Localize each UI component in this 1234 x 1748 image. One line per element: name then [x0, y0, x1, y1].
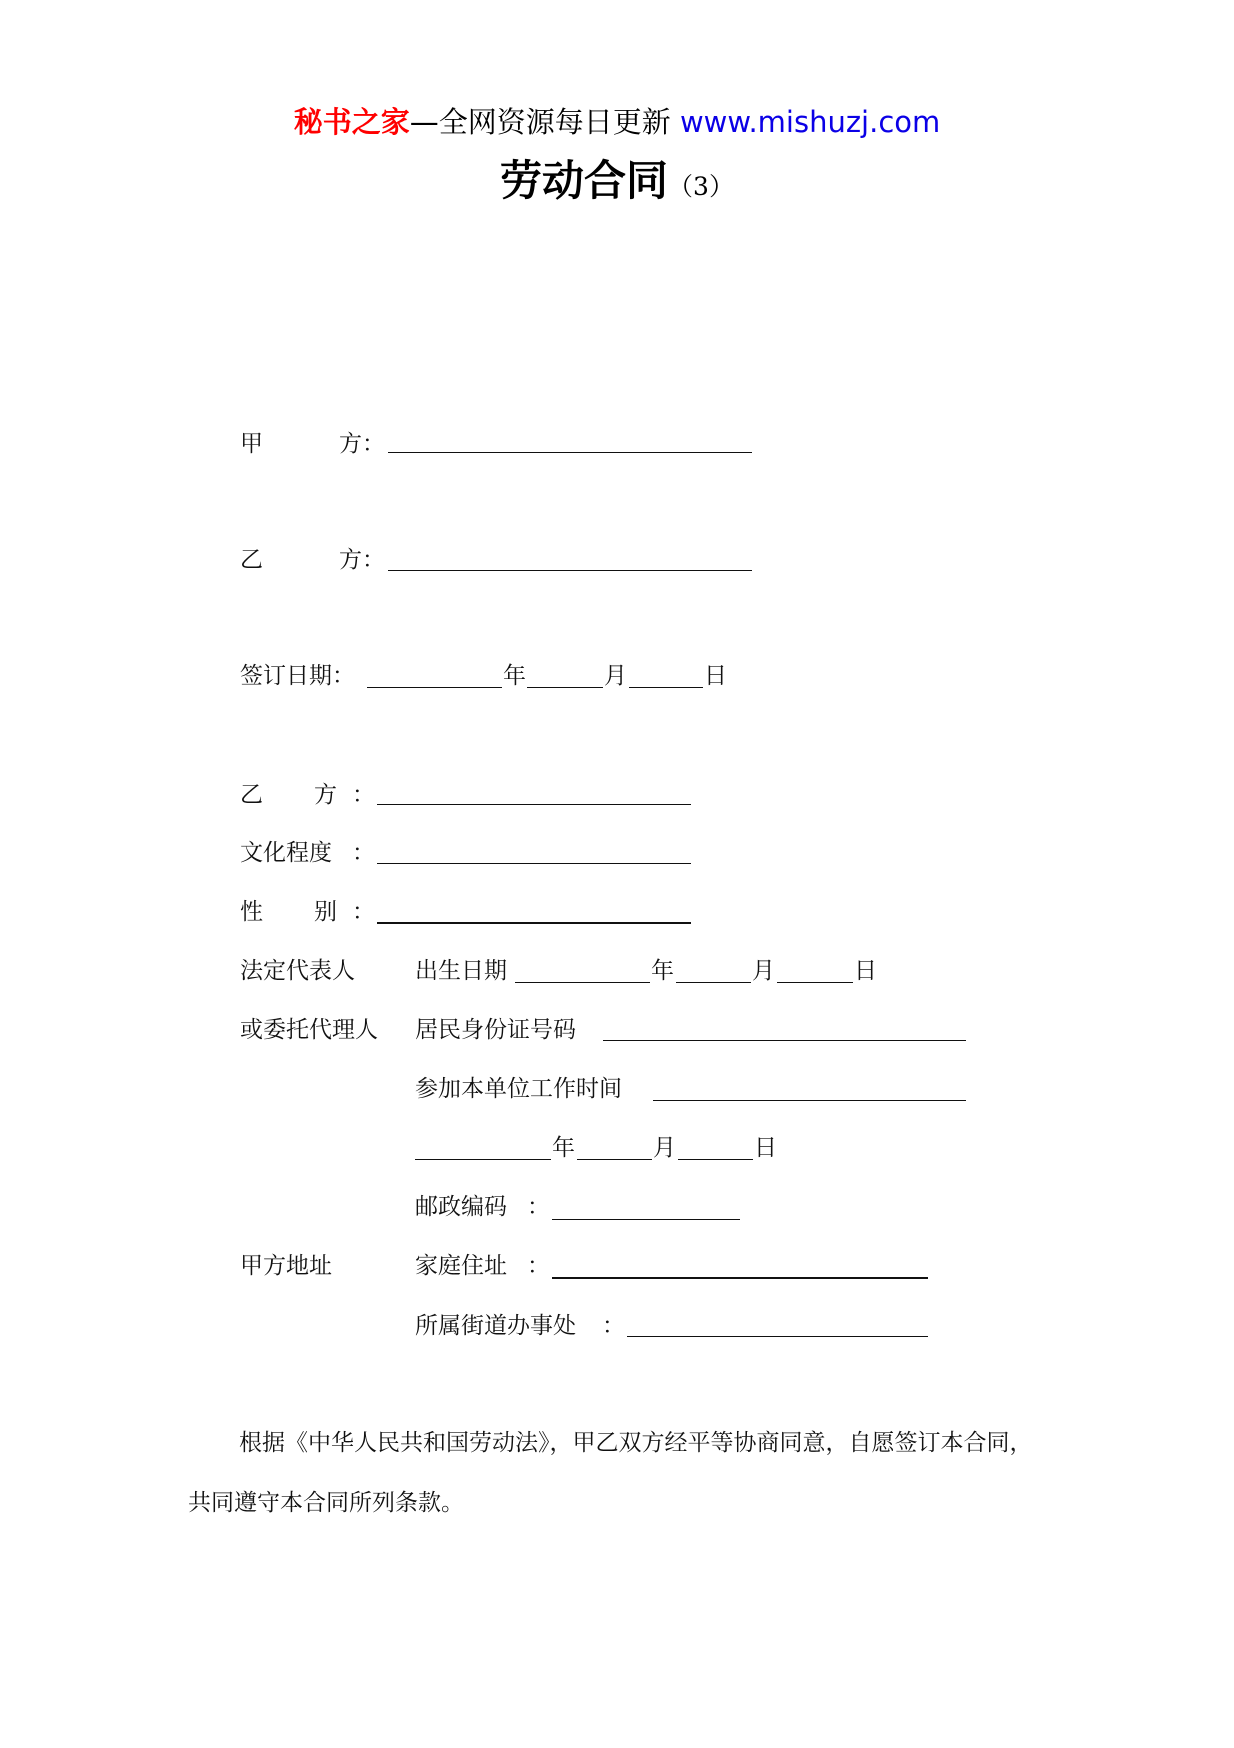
party-a-label-2: 方： — [339, 431, 385, 457]
title-main: 劳动合同 — [500, 156, 669, 205]
site-banner — [0, 102, 1234, 142]
sign-date-label: 签订日期： — [240, 663, 355, 689]
join-day-unit: 日 — [754, 1135, 777, 1161]
brand-name: 秘书之家 — [293, 105, 410, 139]
sign-year-unit: 年 — [503, 663, 526, 689]
party-a-address-label: 甲方地址 — [240, 1253, 332, 1279]
colon: ： — [602, 1313, 625, 1339]
party-b-label-1: 乙 — [240, 547, 263, 573]
gender-label-1: 性 — [240, 899, 263, 925]
education-field[interactable] — [377, 863, 691, 864]
join-time-field[interactable] — [653, 1100, 966, 1101]
education-label: 文化程度 — [240, 840, 332, 866]
id-number-label: 居民身份证号码 — [415, 1017, 576, 1043]
home-address-label: 家庭住址 — [415, 1253, 507, 1279]
home-address-field[interactable] — [552, 1277, 928, 1279]
party-b-label-2: 方： — [339, 547, 385, 573]
document-title — [0, 154, 1234, 217]
party-a-label-1: 甲 — [240, 431, 263, 457]
postal-code-field[interactable] — [552, 1219, 740, 1220]
sign-year-field[interactable] — [367, 687, 502, 688]
join-month-unit: 月 — [653, 1135, 676, 1161]
gender-field[interactable] — [377, 922, 691, 924]
postal-code-label: 邮政编码 — [415, 1194, 507, 1220]
colon: ： — [527, 1194, 550, 1220]
form-party-b-field[interactable] — [377, 804, 691, 805]
join-year-field[interactable] — [415, 1159, 551, 1160]
colon: ： — [527, 1253, 550, 1279]
colon: ： — [352, 782, 375, 808]
birth-month-field[interactable] — [676, 982, 751, 983]
site-url[interactable]: www.mishuzj.com — [679, 105, 941, 139]
birth-day-unit: 日 — [854, 958, 877, 984]
colon: ： — [352, 899, 375, 925]
birth-day-field[interactable] — [777, 982, 853, 983]
join-day-field[interactable] — [678, 1159, 753, 1160]
legal-rep-label: 法定代表人 — [240, 958, 355, 984]
birth-year-unit: 年 — [651, 958, 674, 984]
sign-month-field[interactable] — [527, 687, 603, 688]
street-office-label: 所属街道办事处 — [415, 1313, 576, 1339]
join-time-label: 参加本单位工作时间 — [415, 1076, 622, 1102]
sign-month-unit: 月 — [604, 663, 627, 689]
intro-paragraph: 根据《中华人民共和国劳动法》，甲乙双方经平等协商同意，自愿签订本合同，共同遵守本合同所列条款。 — [188, 1430, 1033, 1516]
join-month-field[interactable] — [577, 1159, 652, 1160]
title-number: （3） — [668, 172, 734, 201]
birth-year-field[interactable] — [515, 982, 650, 983]
birth-month-unit: 月 — [752, 958, 775, 984]
gender-label-2: 别 — [314, 899, 337, 925]
join-year-unit: 年 — [552, 1135, 575, 1161]
birth-date-label: 出生日期 — [415, 958, 507, 984]
colon: ： — [352, 840, 375, 866]
party-b-field[interactable] — [388, 570, 752, 571]
form-party-b-label-1: 乙 — [240, 782, 263, 808]
sign-day-unit: 日 — [704, 663, 727, 689]
id-number-field[interactable] — [603, 1040, 966, 1041]
sign-day-field[interactable] — [629, 687, 703, 688]
party-a-field[interactable] — [388, 452, 752, 453]
slogan: —全网资源每日更新 — [409, 105, 671, 139]
street-office-field[interactable] — [627, 1336, 928, 1337]
agent-label: 或委托代理人 — [240, 1017, 378, 1043]
form-party-b-label-2: 方 — [314, 782, 337, 808]
